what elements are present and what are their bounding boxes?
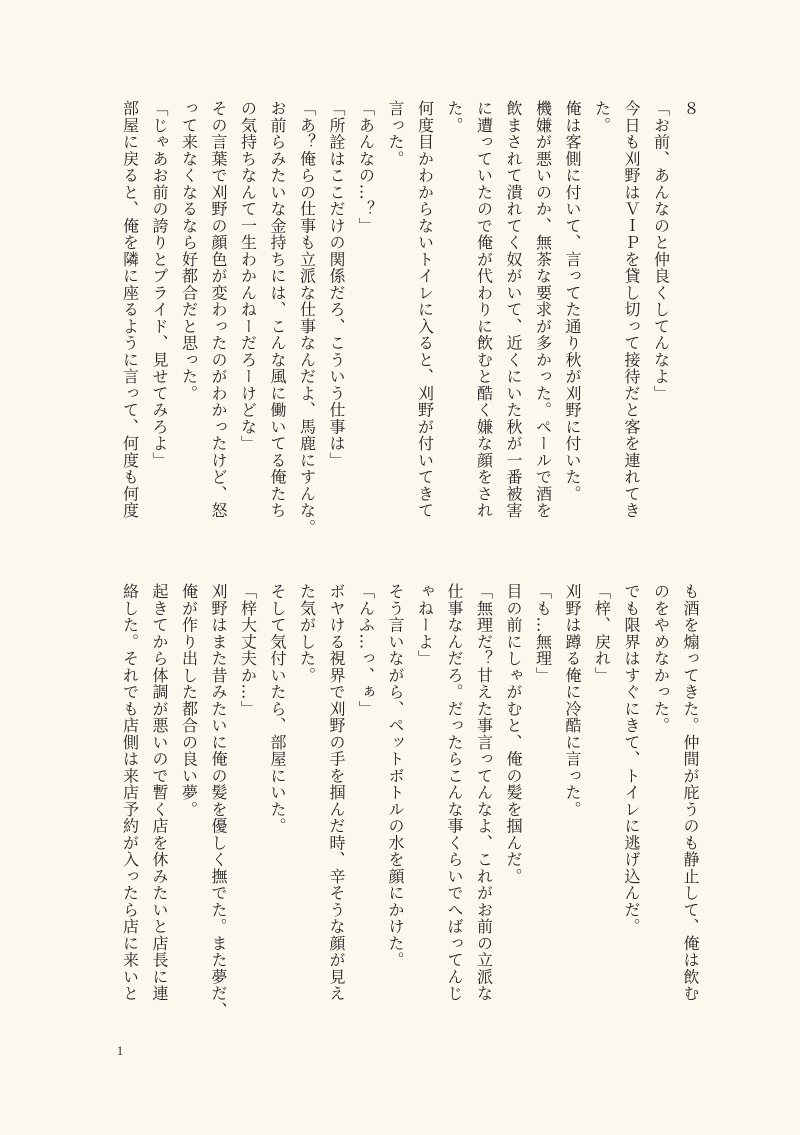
text-line: 「んふ…っ、ぁ」	[356, 583, 376, 717]
text-line: 今日も刈野はＶＩＰを貸し切って接待だと客を連れてき	[622, 100, 641, 519]
text-line: た。	[592, 100, 612, 134]
text-line: 「あ？俺らの仕事も立派な仕事なんだよ、馬鹿にすんな。	[297, 100, 317, 536]
text-line: 「お前、あんなのと仲良くしてんなよ」	[651, 100, 671, 402]
text-line: その言葉で刈野の顔色が変わったのがわかったけど、怒	[209, 100, 228, 519]
text-line: 目の前にしゃがむと、俺の髪を掴んだ。	[504, 583, 523, 885]
text-line: そして気付いたら、部屋にいた。	[268, 583, 287, 835]
lower-text-block	[80, 583, 705, 1023]
upper-text-block	[80, 100, 705, 540]
text-line: ８	[681, 100, 700, 117]
text-line: 「所詮はここだけの関係だろ、こういう仕事は」	[327, 100, 346, 469]
text-line: ボヤける視界で刈野の手を掴んだ時、辛そうな顔が見え	[327, 583, 346, 1002]
text-line: のをやめなかった。	[651, 583, 671, 734]
text-line: た気がした。	[297, 583, 317, 684]
text-line: 機嫌が悪いのか、無茶な要求が多かった。ペールで酒を	[533, 100, 553, 519]
text-line: 「無理だ？甘えた事言ってんなよ、これがお前の立派な	[474, 583, 494, 1002]
text-line: た。	[445, 100, 464, 134]
text-line: も酒を煽ってきた。仲間が庇うのも静止して、俺は飲む	[681, 583, 700, 1002]
text-line: 「梓大丈夫か…」	[238, 583, 258, 717]
text-line: の気持ちなんて一生わかんねーだろーけどな」	[238, 100, 258, 452]
text-line: 飲まされて潰れてく奴がいて、近くにいた秋が一番被害	[504, 100, 523, 519]
text-line: って来なくなるなら好都合だと思った。	[179, 100, 199, 402]
text-line: でも限界はすぐにきて、トイレに逃げ込んだ。	[622, 583, 641, 935]
text-line: ゃねーよ」	[415, 583, 435, 667]
text-line: 絡した。それでも店側は来店予約が入ったら店に来いと	[120, 583, 140, 1002]
text-line: に遭っていたので俺が代わりに飲むと酷く嫌な顔をされ	[474, 100, 494, 519]
text-line: 何度目かわからないトイレに入ると、刈野が付いてきて	[415, 100, 435, 519]
text-line: 刈野はまた昔みたいに俺の髪を優しく撫でた。また夢だ、	[209, 583, 228, 1019]
page-number: 1	[116, 1043, 124, 1058]
text-line: 「じゃあお前の誇りとプライド、見せてみろよ」	[150, 100, 169, 469]
text-line: 「も…無理」	[533, 583, 553, 684]
text-line: 部屋に戻ると、俺を隣に座るように言って、何度も何度	[120, 100, 140, 519]
text-line: 「梓、戻れ」	[592, 583, 612, 684]
text-line: 刈野は蹲る俺に冷酷に言った。	[563, 583, 582, 818]
text-line: 俺は客側に付いて、言ってた通り秋が刈野に付いた。	[563, 100, 582, 502]
text-line: 仕事なんだろ。だったらこんな事くらいでへばってんじ	[445, 583, 464, 1002]
text-line: 言った。	[386, 100, 405, 167]
text-line: そう言いながら、ペットボトルの水を顔にかけた。	[386, 583, 405, 969]
text-line: 起きてから体調が悪いので暫く店を休みたいと店長に連	[150, 583, 169, 1002]
text-line: 「あんなの…？」	[356, 100, 376, 234]
text-line: お前らみたいな金持ちには、こんな風に働いてる俺たち	[268, 100, 287, 519]
text-line: 俺が作り出した都合の良い夢。	[179, 583, 199, 818]
